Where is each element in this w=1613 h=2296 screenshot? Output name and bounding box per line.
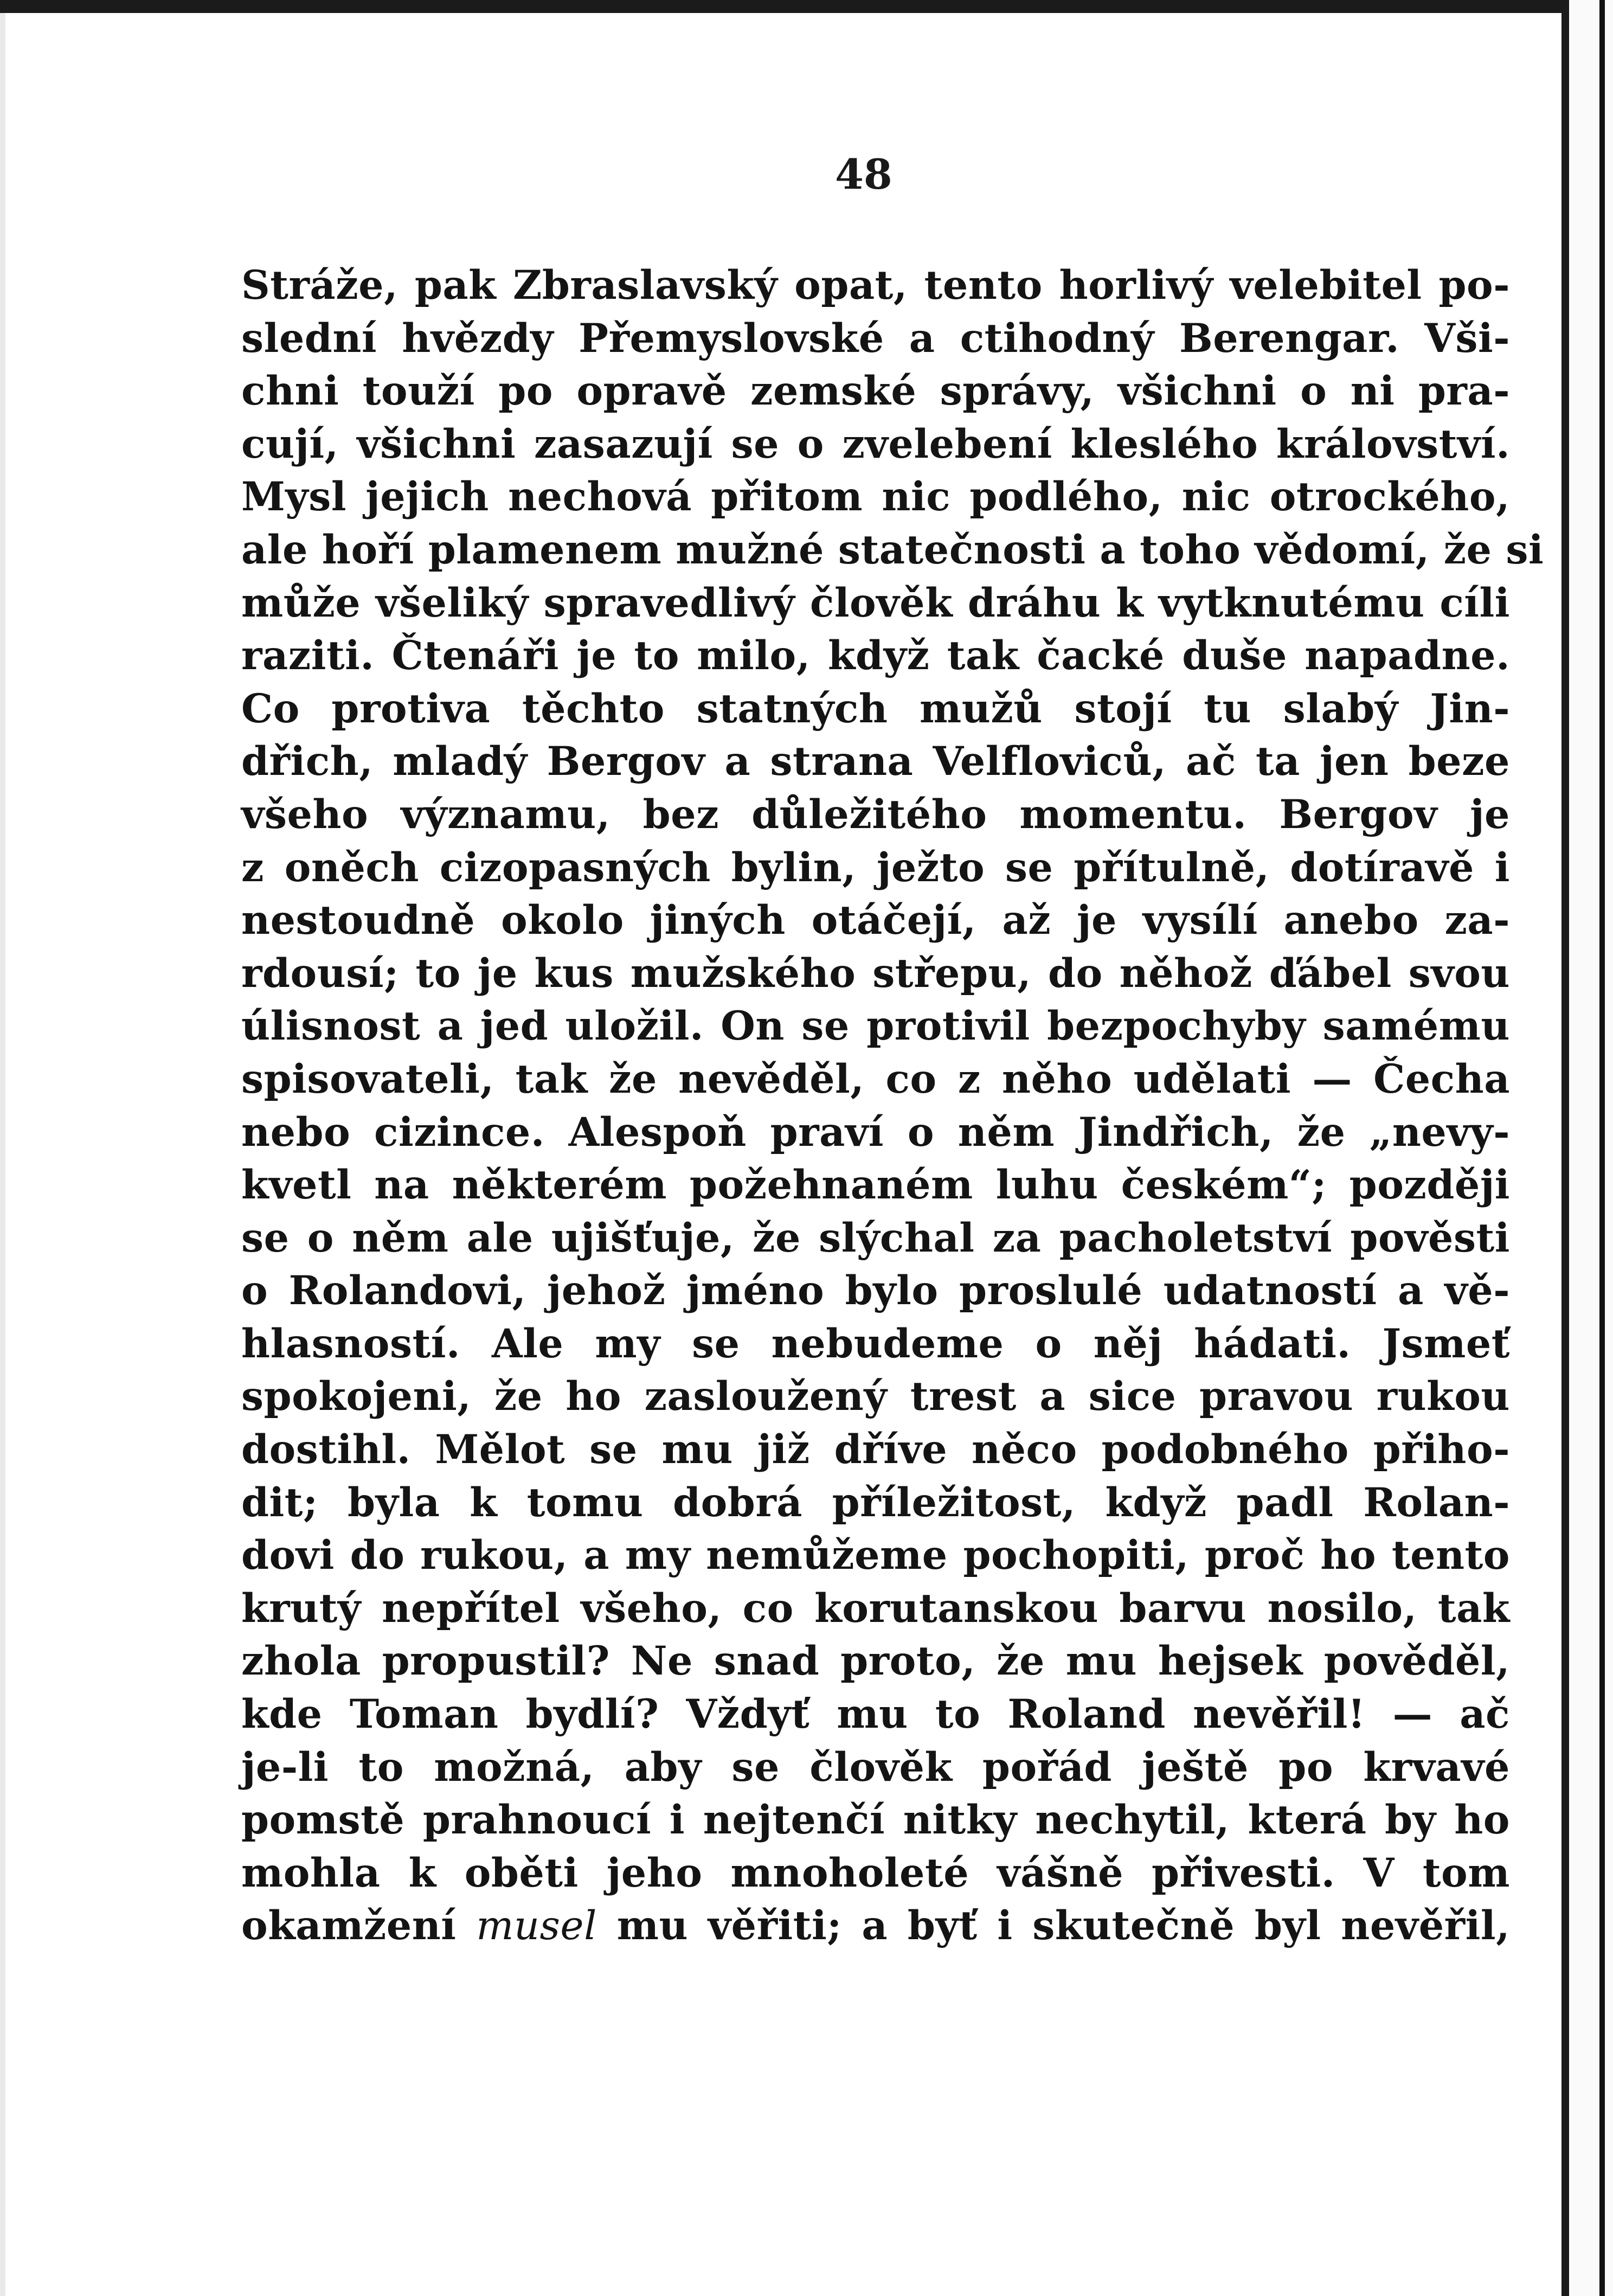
text-line: o Rolandovi, jehož jméno bylo proslulé udatností a vě- <box>241 1267 1510 1314</box>
text-line: nestoudně okolo jiných otáčejí, až je vysílí anebo za- <box>241 897 1510 944</box>
text-line: dit; byla k tomu dobrá příležitost, když padl Rolan- <box>241 1479 1510 1526</box>
text-line: Stráže, pak Zbraslavský opat, tento horlivý velebitel po- <box>241 262 1510 309</box>
text-line: dostihl. Mělot se mu již dříve něco podobného přiho- <box>241 1426 1510 1473</box>
text-line: je-li to možná, aby se člověk pořád ještě po krvavé <box>241 1743 1510 1791</box>
text-line: cují, všichni zasazují se o zvelebení kleslého království. <box>241 420 1510 467</box>
text-line: Mysl jejich nechová přitom nic podlého, nic otrockého, <box>241 473 1510 521</box>
text-line-last <box>241 1900 1510 1953</box>
text-line: dovi do rukou, a my nemůžeme pochopiti, proč ho tento <box>241 1532 1510 1579</box>
text-line: z oněch cizopasných bylin, ježto se přítulně, dotíravě i <box>241 844 1510 891</box>
text-line: spokojeni, že ho zasloužený trest a sice pravou rukou <box>241 1373 1510 1420</box>
text-line: slední hvězdy Přemyslovské a ctihodný Berengar. Vši- <box>241 315 1510 362</box>
text-line: všeho významu, bez důležitého momentu. Bergov je <box>241 791 1510 838</box>
text-line: zhola propustil? Ne snad proto, že mu hejsek pověděl, <box>241 1638 1510 1685</box>
text-line: raziti. Čtenáři je to milo, když tak čacké duše napadne. <box>241 632 1510 679</box>
right-page-edge <box>1561 0 1569 2296</box>
text-line: nebo cizince. Alespoň praví o něm Jindřich, že „nevy- <box>241 1108 1510 1156</box>
text-line: úlisnost a jed uložil. On se protivil bezpochyby samému <box>241 1003 1510 1050</box>
text-line: ale hoří plamenem mužné statečnosti a toho vědomí, že si <box>241 526 1544 573</box>
text-line: Co protiva těchto statných mužů stojí tu slabý Jin- <box>241 685 1510 732</box>
text-segment: mu věřiti; a byť i skutečně byl nevěřil, <box>596 1902 1510 1949</box>
top-page-edge <box>0 0 1567 13</box>
text-segment: okamžení <box>241 1902 477 1949</box>
text-line: spisovateli, tak že nevěděl, co z něho udělati — Čecha <box>241 1055 1510 1102</box>
text-line: chni touží po opravě zemské správy, všichni o ni pra- <box>241 368 1510 415</box>
adjacent-page-strip <box>1569 0 1613 2296</box>
text-line: krutý nepřítel všeho, co korutanskou barvu nosilo, tak <box>241 1585 1510 1632</box>
body-text <box>241 259 1544 1953</box>
page-number: 48 <box>835 150 892 198</box>
text-line: kvetl na některém požehnaném luhu českém“; později <box>241 1162 1510 1209</box>
text-line: se o něm ale ujišťuje, že slýchal za pacholetství pověsti <box>241 1214 1510 1261</box>
adjacent-page-edge-line <box>1599 0 1605 2296</box>
text-line: mohla k oběti jeho mnoholeté vášně přivesti. V tom <box>241 1849 1510 1896</box>
text-line: kde Toman bydlí? Vždyť mu to Roland nevěřil! — ač <box>241 1691 1510 1738</box>
left-page-edge <box>0 0 5 2296</box>
italic-word: musel <box>476 1903 597 1949</box>
text-line: může všeliký spravedlivý člověk dráhu k vytknutému cíli <box>241 579 1510 626</box>
text-line: pomstě prahnoucí i nejtenčí nitky nechytil, která by ho <box>241 1797 1510 1844</box>
text-line: dřich, mladý Bergov a strana Velfloviců, ač ta jen beze <box>241 738 1510 785</box>
text-line: rdousí; to je kus mužského střepu, do něhož ďábel svou <box>241 950 1510 997</box>
text-line: hlasností. Ale my se nebudeme o něj hádati. Jsmeť <box>241 1320 1510 1367</box>
